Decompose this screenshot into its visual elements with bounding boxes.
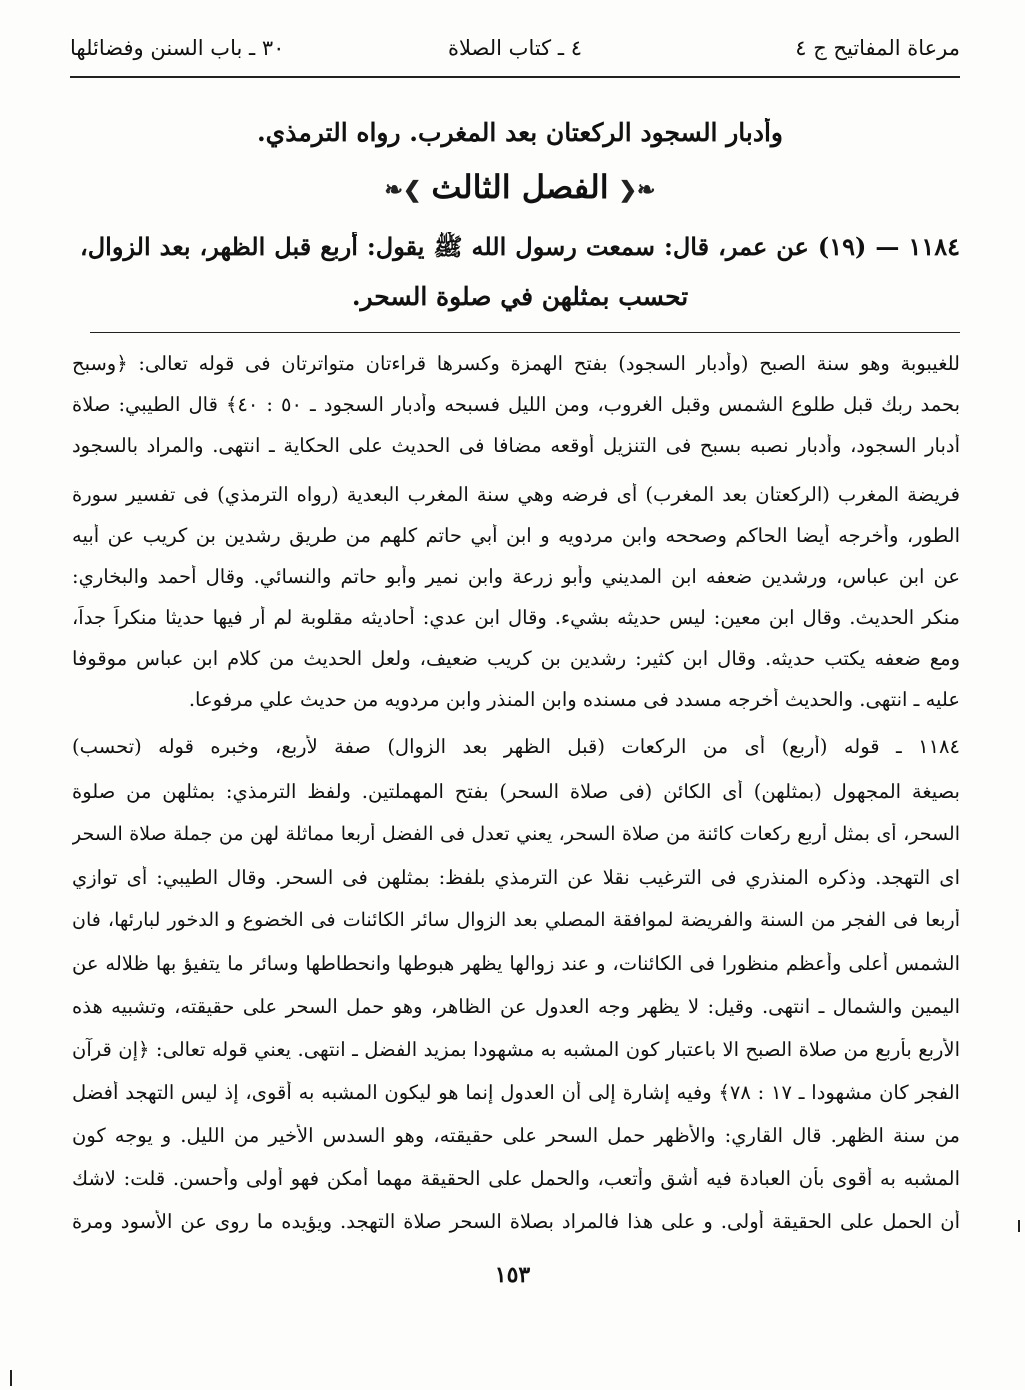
commentary-line: من سنة الظهر. قال القاري: والأظهر حمل السحر على حقيقته، وهو السدس الأخير من الليل. و يوجه كون <box>72 1124 960 1147</box>
ornament-right-icon: ❧❮ <box>618 176 656 203</box>
section-heading <box>80 168 960 206</box>
commentary-line: اليمين والشمال ـ انتهى. وقيل: لا يظهر وجه العدول عن الظاهر، وهو حمل السحر على حقيقته، وتشبيه هذه <box>72 995 960 1018</box>
commentary-line: الطور، وأخرجه أيضا الحاكم وصححه وابن مردويه و ابن أبي حاتم كلهم من طريق رشدين بن كريب عن أبيه <box>72 524 960 547</box>
commentary-line: ١١٨٤ ـ قوله (أربع) أى من الركعات (قبل الظهر بعد الزوال) صفة لأربع، وخبره قوله (تحسب) <box>72 735 960 758</box>
commentary-line: بحمد ربك قبل طلوع الشمس وقبل الغروب، ومن الليل فسبحه وأدبار السجود ـ ٥٠ : ٤٠﴾ قال الطيبي: صلاة <box>72 393 960 416</box>
header-divider <box>70 76 960 78</box>
commentary-line: الفجر كان مشهودا ـ ١٧ : ٧٨﴾ وفيه إشارة إلى أن العدول إنما هو ليكون المشبه به أقوى، إذ ليس التهجد أفضل <box>72 1081 960 1104</box>
hadith-line-2: تحسب بمثلهن في صلوة السحر. <box>351 282 689 311</box>
header-chapter: ٤ ـ كتاب الصلاة <box>448 36 582 60</box>
scan-edge-mark <box>1018 1220 1020 1232</box>
section-title-text: الفصل الثالث <box>431 168 609 206</box>
commentary-line: فريضة المغرب (الركعتان بعد المغرب) أى فرضه وهي سنة المغرب البعدية (رواه الترمذي) فى تفسير سورة <box>72 483 960 506</box>
commentary-line: السحر، أى بمثل أربع ركعات كائنة من صلاة السحر، يعني تعدل فى الفضل أربعا مماثلة لهن من جملة صلاة السحر <box>72 823 960 845</box>
running-header <box>70 28 960 68</box>
commentary-line: بصيغة المجهول (بمثلهن) أى الكائن (فى صلاة السحر) بفتح المهملتين. ولفظ الترمذي: بمثلهن من صلوة <box>72 780 960 803</box>
commentary-line: عليه ـ انتهى. والحديث أخرجه مسدد فى مسنده وابن المنذر وابن مردويه من حديث علي مرفوعا. <box>188 688 960 711</box>
commentary-line: الأربع بأربع من صلاة الصبح الا باعتبار كون المشبه به مشهودا بمزيد الفضل ـ انتهى. يعني قوله تعالى: ﴿إن قرآن <box>72 1038 960 1061</box>
commentary-line: أن الحمل على الحقيقة أولى. و على هذا فالمراد بصلاة السحر صلاة التهجد. ويؤيده ما روى عن الأسود ومرة <box>72 1210 960 1233</box>
commentary-line: اى التهجد. وذكره المنذري فى الترغيب نقلا عن الترمذي بلفظ: بمثلهن فى السحر. وقال الطيبي: أى توازي <box>72 866 960 889</box>
intro-line: وأدبار السجود الركعتان بعد المغرب. رواه الترمذي. <box>256 118 784 147</box>
scan-edge-mark <box>10 1370 12 1386</box>
hadith-line-1: ١١٨٤ — (١٩) عن عمر، قال: سمعت رسول الله ﷺ يقول: أربع قبل الظهر، بعد الزوال، <box>80 232 960 261</box>
commentary-line: للغيبوبة وهو سنة الصبح (وأدبار السجود) بفتح الهمزة وكسرها قراءتان متواترتان فى قوله تعالى: ﴿وسبح <box>72 352 960 375</box>
commentary-line: منكر الحديث. وقال ابن معين: ليس حديثه بشيء. وقال ابن عدي: أحاديثه مقلوبة لم أر فيها حديثا منكراً جداً، <box>72 606 960 629</box>
commentary-line: أدبار السجود، وأدبار نصبه بسبح فى التنزيل أوقعه مضافا فى الحديث على الحكاية ـ انتهى. والمراد بالسجود <box>72 434 960 457</box>
commentary-line: المشبه به أقوى بأن العبادة فيه أشق وأتعب، والحمل على الحقيقة مهما أمكن فهو أولى وأحسن. قلت: لاشك <box>72 1167 960 1190</box>
header-section: ٣٠ ـ باب السنن وفضائلها <box>70 36 285 60</box>
page-number: ١٥٣ <box>494 1262 531 1288</box>
commentary-line: الشمس أعلى وأعظم منظورا فى الكائنات، و عند زوالها يظهر هبوطها وانحطاطها وسائر ما يتفيؤ بها ظلاله عن <box>72 952 960 975</box>
commentary-line: أربعا فى الفجر من السنة والفريضة لموافقة المصلي بعد الزوال سائر الكائنات فى الخضوع و الدخور لبارئها، فان <box>72 909 960 931</box>
commentary-line: عن ابن عباس، ورشدين ضعفه ابن المديني وأبو زرعة وابن نمير وأبو حاتم والنسائي. وقال أحمد والبخاري: <box>72 565 960 588</box>
commentary-line: ومع ضعفه يكتب حديثه. وقال ابن كثير: رشدين بن كريب ضعيف، ولعل الحديث من كلام ابن عباس موقوفا <box>72 647 960 670</box>
text-commentary-divider <box>90 332 960 333</box>
ornament-left-icon: ❯❧ <box>384 176 422 203</box>
header-book-title: مرعاة المفاتيح ج ٤ <box>795 36 960 60</box>
